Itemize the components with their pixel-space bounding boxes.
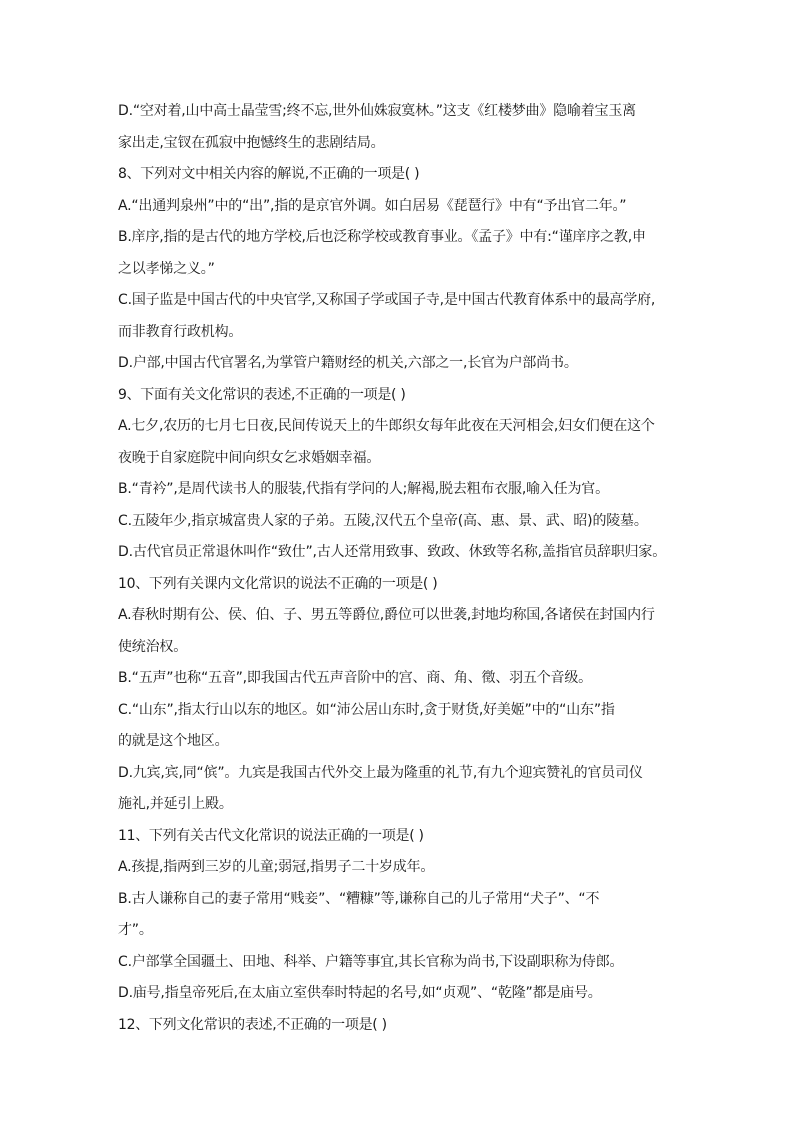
q8-option-c-line-1: C.国子监是中国古代的中央官学,又称国子学或国子寺,是中国古代教育体系中的最高学府,: [118, 292, 656, 308]
q10-option-a-line-1: A.春秋时期有公、侯、伯、子、男五等爵位,爵位可以世袭,封地均称国,各诸侯在封国内行: [118, 607, 655, 623]
q11-option-c: C.户部掌全国疆土、田地、科举、户籍等事宜,其长官称为尚书,下设副职称为侍郎。: [118, 953, 624, 970]
q8-option-a: A.“出通判泉州”中的“出”,指的是京官外调。如白居易《琵琶行》中有“予出官二年。”: [118, 197, 627, 214]
question-9: 9、下面有关文化常识的表述,不正确的一项是( ): [118, 386, 406, 403]
q11-option-b-line-2: 才”。: [118, 922, 153, 938]
q9-option-a-line-2: 夜晚于自家庭院中间向织女乞求婚姻幸福。: [118, 449, 381, 466]
q10-option-c-line-1: C.“山东”,指太行山以东的地区。如“沛公居山东时,贪于财货,好美姬”中的“山东”指: [118, 701, 615, 718]
q9-option-b: B.“青衿”,是周代读书人的服装,代指有学问的人;解褐,脱去粗布衣服,喻入任为官。: [118, 481, 609, 497]
option-d-line-1: D.“空对着,山中高士晶莹雪;终不忘,世外仙姝寂寞林。”这支《红楼梦曲》隐喻着宝玉离: [118, 103, 636, 119]
question-10: 10、下列有关课内文化常识的说法不正确的一项是( ): [118, 575, 438, 592]
q9-option-c: C.五陵年少,指京城富贵人家的子弟。五陵,汉代五个皇帝(高、惠、景、武、昭)的陵墓。: [118, 512, 648, 529]
question-12: 12、下列文化常识的表述,不正确的一项是( ): [118, 1016, 387, 1033]
q11-option-a: A.孩提,指两到三岁的儿童;弱冠,指男子二十岁成年。: [118, 859, 435, 875]
q10-option-d-line-1: D.九宾,宾,同“傧”。九宾是我国古代外交上最为隆重的礼节,有九个迎宾赞礼的官员司仪: [118, 764, 643, 781]
q11-option-d: D.庙号,指皇帝死后,在太庙立室供奉时特起的名号,如“贞观”、“乾隆”都是庙号。: [118, 985, 602, 1001]
q10-option-c-line-2: 的就是这个地区。: [118, 733, 229, 749]
q11-option-b-line-1: B.古人谦称自己的妻子常用“贱妾”、“糟糠”等,谦称自己的儿子常用“犬子”、“不: [118, 890, 600, 907]
q10-option-b: B.“五声”也称“五音”,即我国古代五声音阶中的宫、商、角、徵、羽五个音级。: [118, 670, 592, 686]
question-8: 8、下列对文中相关内容的解说,不正确的一项是( ): [118, 166, 420, 182]
q10-option-a-line-2: 使统治权。: [118, 638, 187, 655]
question-11: 11、下列有关古代文化常识的说法正确的一项是( ): [118, 827, 424, 844]
q8-option-b-line-2: 之以孝悌之义。”: [118, 260, 215, 277]
q8-option-c-line-2: 而非教育行政机构。: [118, 323, 243, 340]
q9-option-a-line-1: A.七夕,农历的七月七日夜,民间传说天上的牛郎织女每年此夜在天河相会,妇女们便在这个: [118, 418, 655, 434]
q10-option-d-line-2: 施礼,并延引上殿。: [118, 796, 233, 812]
q8-option-d: D.户部,中国古代官署名,为掌管户籍财经的机关,六部之一,长官为户部尚书。: [118, 355, 578, 371]
document-body: [118, 100, 678, 1045]
q8-option-b-line-1: B.庠序,指的是古代的地方学校,后也泛称学校或教育事业。《孟子》中有:“谨庠序之教,申: [118, 229, 646, 245]
q9-option-d: D.古代官员正常退休叫作“致仕”,古人还常用致事、致政、休致等名称,盖指官员辞职归家。: [118, 544, 667, 560]
option-d-line-2: 家出走,宝钗在孤寂中抱憾终生的悲剧结局。: [118, 134, 385, 151]
